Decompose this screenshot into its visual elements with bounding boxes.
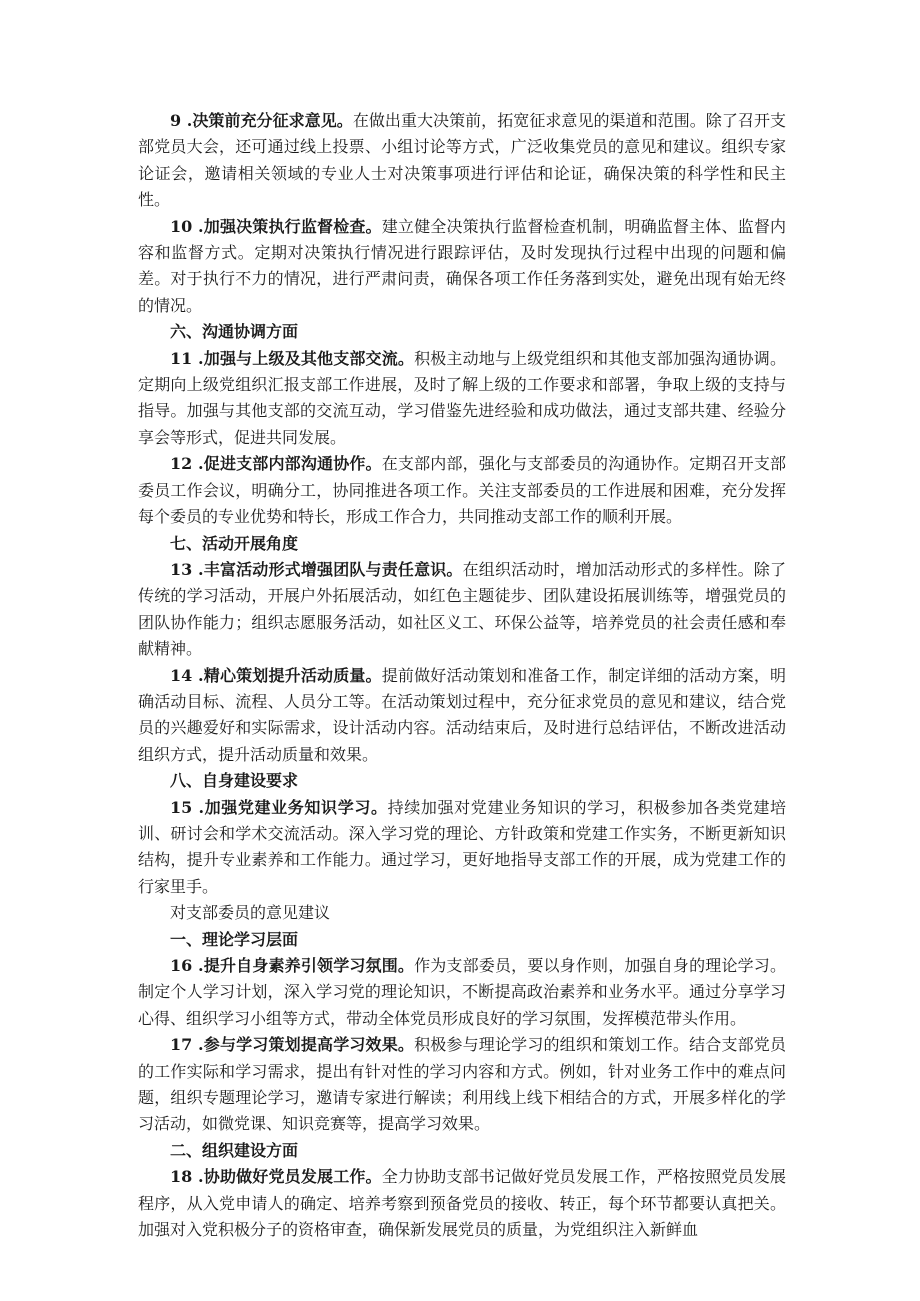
item-lead: 参与学习策划提高学习效果。 — [203, 1035, 415, 1055]
numbered-paragraph — [138, 346, 786, 452]
item-text: 持续加强对党建业务知识的学习，积极参加各类党建培训、研讨会和学术交流活动。深入学习党的理论、方针政策和党建工作实务，不断更新知识结构，提升专业素养和工作能力。通过学习，更好地指导支部工作的开展，成为党建工作的行家里手。 — [138, 797, 786, 896]
item-lead: 加强党建业务知识学习。 — [204, 797, 388, 817]
item-number: 11 . — [170, 348, 204, 368]
item-lead: 加强决策执行监督检查。 — [203, 216, 382, 236]
numbered-paragraph — [138, 214, 786, 320]
item-number: 12 . — [170, 454, 204, 474]
numbered-paragraph — [138, 663, 786, 769]
section-heading: 七、活动开展角度 — [170, 533, 299, 553]
item-text: 积极参与理论学习的组织和策划工作。结合支部党员的工作实际和学习需求，提出有针对性的学习内容和方式。例如，针对业务工作中的难点问题，组织专题理论学习，邀请专家进行解读；利用线上线下相结合的方式，开展多样化的学习活动，如微党课、知识竞赛等，提高学习效果。 — [138, 1035, 786, 1134]
item-number: 10 . — [170, 216, 204, 236]
section-heading: 二、组织建设方面 — [170, 1140, 299, 1160]
item-number: 18 . — [170, 1167, 204, 1187]
item-lead: 协助做好党员发展工作。 — [203, 1167, 382, 1187]
item-lead: 精心策划提升活动质量。 — [203, 665, 382, 685]
numbered-paragraph — [138, 795, 786, 901]
item-number: 13 . — [170, 559, 204, 579]
numbered-paragraph — [138, 451, 786, 530]
item-text: 在做出重大决策前，拓宽征求意见的渠道和范围。除了召开支部党员大会，还可通过线上投票、小组讨论等方式，广泛收集党员的意见和建议。组织专家论证会，邀请相关领域的专业人士对决策事项进行评估和论证，确保决策的科学性和民主性。 — [138, 111, 786, 210]
item-text: 积极主动地与上级党组织和其他支部加强沟通协调。定期向上级党组织汇报支部工作进展，及时了解上级的工作要求和部署，争取上级的支持与指导。加强与其他支部的交流互动，学习借鉴先进经验和成功做法，通过支部共建、经验分享会等形式，促进共同发展。 — [138, 348, 786, 447]
section-heading: 八、自身建设要求 — [170, 771, 299, 791]
item-text: 在组织活动时，增加活动形式的多样性。除了传统的学习活动，开展户外拓展活动，如红色主题徒步、团队建设拓展训练等，增强党员的团队协作能力；组织志愿服务活动，如社区义工、环保公益等，培养党员的社会责任感和奉献精神。 — [138, 559, 786, 659]
section-heading: 六、沟通协调方面 — [170, 322, 299, 342]
item-number: 9 . — [170, 111, 193, 130]
item-lead: 丰富活动形式增强团队与责任意识。 — [203, 559, 463, 579]
numbered-paragraph — [138, 1032, 786, 1138]
item-text: 在支部内部，强化与支部委员的沟通协作。定期召开支部委员工作会议，明确分工，协同推进各项工作。关注支部委员的工作进展和困难，充分发挥每个委员的专业优势和特长，形成工作合力，共同推动支部工作的顺利开展。 — [138, 454, 786, 527]
item-lead: 促进支部内部沟通协作。 — [203, 454, 382, 474]
subtitle-line: 对支部委员的意见建议 — [170, 903, 331, 923]
item-text: 建立健全决策执行监督检查机制，明确监督主体、监督内容和监督方式。定期对决策执行情况进行跟踪评估，及时发现执行过程中出现的问题和偏差。对于执行不力的情况，进行严肃问责，确保各项工作任务落到实处，避免出现有始无终的情况。 — [138, 216, 786, 315]
item-number: 17 . — [170, 1035, 204, 1055]
item-number: 15 . — [170, 797, 205, 817]
numbered-paragraph — [138, 953, 786, 1032]
item-text: 提前做好活动策划和准备工作，制定详细的活动方案，明确活动目标、流程、人员分工等。在活动策划过程中，充分征求党员的意见和建议，结合党员的兴趣爱好和实际需求，设计活动内容。活动结束后，及时进行总结评估，不断改进活动组织方式，提升活动质量和效果。 — [138, 665, 786, 764]
section-heading: 一、理论学习层面 — [170, 929, 299, 949]
item-lead: 提升自身素养引领学习氛围。 — [203, 956, 415, 975]
item-number: 16 . — [170, 956, 204, 975]
item-text: 作为支部委员，要以身作则，加强自身的理论学习。制定个人学习计划，深入学习党的理论知识，不断提高政治素养和业务水平。通过分享学习心得、组织学习小组等方式，带动全体党员形成良好的学习氛围，发挥模范带头作用。 — [138, 956, 786, 1028]
item-number: 14 . — [170, 665, 204, 685]
document-body — [138, 108, 786, 1243]
numbered-paragraph — [138, 108, 786, 214]
numbered-paragraph — [138, 1164, 786, 1243]
numbered-paragraph — [138, 557, 786, 663]
item-lead: 加强与上级及其他支部交流。 — [203, 348, 415, 368]
item-lead: 决策前充分征求意见。 — [192, 111, 353, 130]
item-text: 全力协助支部书记做好党员发展工作，严格按照党员发展程序，从入党申请人的确定、培养考察到预备党员的接收、转正，每个环节都要认真把关。加强对入党积极分子的资格审查，确保新发展党员的质量，为党组织注入新鲜血 — [138, 1167, 786, 1240]
